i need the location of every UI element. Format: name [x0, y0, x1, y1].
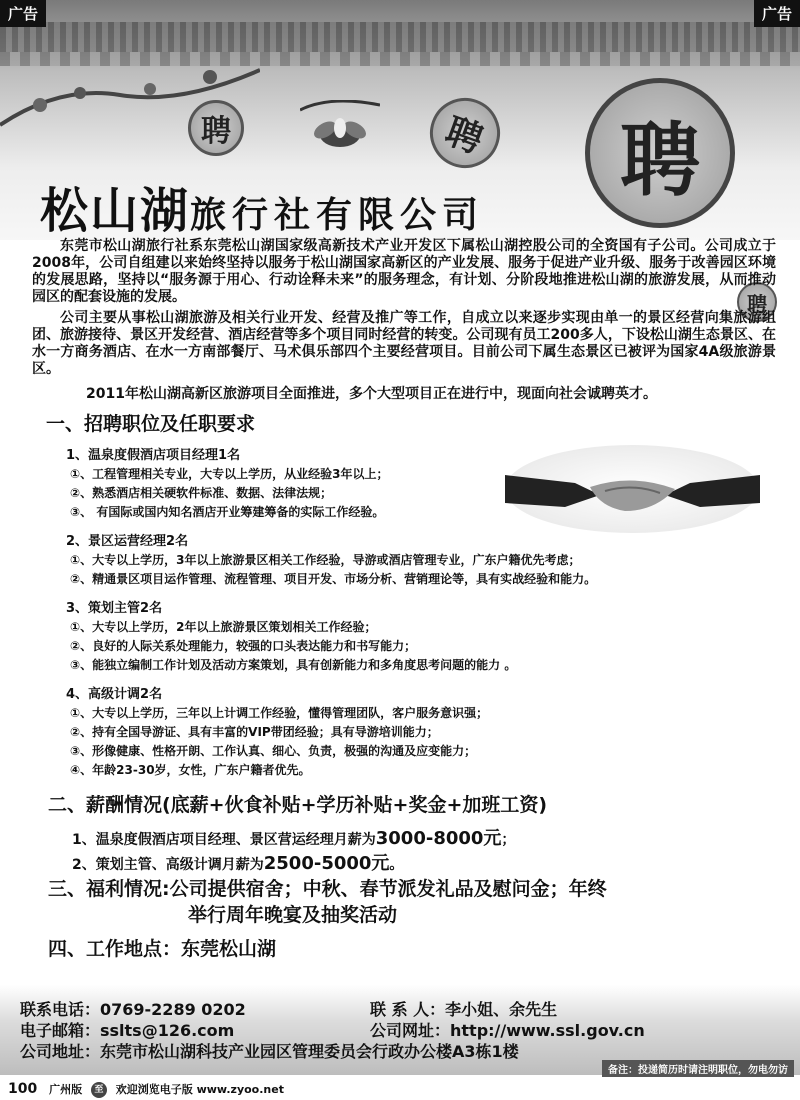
job-requirement: ①、大专以上学历，三年以上计调工作经验，懂得管理团队，客户服务意识强； — [70, 706, 489, 720]
benefits-line-2: 举行周年晚宴及抽奖活动 — [188, 904, 398, 926]
contact-person: 联 系 人：李小姐、余先生 — [370, 1000, 558, 1019]
job-requirement: ③、能独立编制工作计划及活动方案策划，具有创新能力和多角度思考问题的能力 。 — [70, 658, 517, 672]
job-requirement: ②、持有全国导游证、具有丰富的VIP带团经验；具有导游培训能力； — [70, 725, 439, 739]
intro-paragraph-2: 公司主要从事松山湖旅游及相关行业开发、经营及推广等工作，自成立以来逐步实现由单一的景区经营向集旅游组团、旅游接待、景区开发经营、酒店经营等多个项目同时经营的转变。公司现有员工200多人，下设松山湖生态景区、在水一方商务酒店、在水一方南部餐厅、马术俱乐部四个主要经营项目。目前公司下属生态景区已被评为国家4A级旅游景区。 — [32, 310, 776, 377]
work-location: 四、工作地点：东莞松山湖 — [48, 938, 277, 960]
job-title: 2、景区运营经理2名 — [66, 534, 189, 549]
job-block — [66, 683, 776, 780]
page-bottom-bar — [0, 1078, 800, 1100]
recruit-seal-large: 聘 — [585, 78, 735, 228]
job-requirement: ④、年龄23-30岁，女性，广东户籍者优先。 — [70, 763, 311, 777]
benefits-line-1: 三、福利情况:公司提供宿舍；中秋、春节派发礼品及慰问金；年终 — [48, 878, 607, 900]
ad-label-left: 广告 — [0, 0, 46, 27]
salary-section — [48, 784, 778, 877]
header-banner — [0, 0, 800, 240]
recruit-seal-tiny: 聘 — [737, 282, 777, 322]
job-block — [66, 530, 776, 589]
recruit-seal-medium: 聘 — [420, 88, 510, 178]
decorative-pattern — [0, 22, 800, 52]
section-title-salary: 二、薪酬情况(底薪+伙食补贴+学历补贴+奖金+加班工资) — [48, 794, 548, 816]
contact-address: 公司地址：东莞市松山湖科技产业园区管理委员会行政办公楼A3栋1楼 — [20, 1042, 519, 1061]
salary-range-1: 3000-8000元 — [375, 828, 502, 849]
magnolia-flower-icon — [300, 100, 380, 160]
slogan-text: 欢迎浏览电子版 www.zyoo.net — [115, 1083, 284, 1096]
contact-email: 电子邮箱：sslts@126.com — [20, 1021, 235, 1040]
salary-line-2: 2、策划主管、高级计调月薪为2500-5000元。 — [72, 853, 404, 874]
job-requirement: ①、工程管理相关专业，大专以上学历，从业经验3年以上； — [70, 467, 389, 481]
company-name-sub: 旅行社有限公司 — [190, 194, 485, 236]
ad-label-right: 广告 — [754, 0, 800, 27]
edition-label: 广州版 — [49, 1083, 83, 1096]
salary-range-2: 2500-5000元 — [263, 853, 390, 874]
page-number: 100 — [8, 1081, 38, 1097]
handshake-icon — [505, 445, 760, 533]
contact-phone: 联系电话：0769-2289 0202 — [20, 1000, 246, 1019]
benefits-section — [48, 876, 607, 928]
recruit-seal-small: 聘 — [188, 100, 244, 156]
job-requirement: ③、 有国际或国内知名酒店开业筹建筹备的实际工作经验。 — [70, 505, 385, 519]
intro-paragraph-1: 东莞市松山湖旅行社系东莞松山湖国家级高新技术产业开发区下属松山湖控股公司的全资国有子公司。公司成立于2008年，公司自组建以来始终坚持以服务于松山湖国家高新区的产业发展、服务于促进产业升级、服务于改善园区环境的发展思路，坚持以“服务源于用心、行动诠释未来”的服务理念，有计划、分阶段地推进松山湖的旅游发展，从而推动园区的配套设施的发展。 — [32, 238, 776, 305]
contact-website: 公司网址：http://www.ssl.gov.cn — [370, 1021, 645, 1040]
salary-line-1: 1、温泉度假酒店项目经理、景区营运经理月薪为3000-8000元； — [72, 828, 516, 849]
job-requirement: ②、精通景区项目运作管理、流程管理、项目开发、市场分析、营销理论等，具有实战经验和能力。 — [70, 572, 597, 586]
magazine-logo-icon: 至 — [91, 1082, 107, 1098]
job-requirement: ③、形像健康、性格开朗、工作认真、细心、负责，极强的沟通及应变能力； — [70, 744, 477, 758]
job-requirement: ①、大专以上学历，2年以上旅游景区策划相关工作经验； — [70, 620, 377, 634]
job-title: 3、策划主管2名 — [66, 601, 163, 616]
section-title-positions: 一、招聘职位及任职要求 — [46, 413, 256, 435]
job-title: 4、高级计调2名 — [66, 687, 163, 702]
job-block — [66, 597, 776, 675]
company-title — [40, 172, 484, 240]
company-name-main: 松山湖 — [40, 183, 191, 239]
job-requirement: ①、大专以上学历，3年以上旅游景区相关工作经验，导游或酒店管理专业，广东户籍优先考虑； — [70, 553, 581, 567]
intro-paragraph-3: 2011年松山湖高新区旅游项目全面推进，多个大型项目正在进行中，现面向社会诚聘英才。 — [86, 386, 657, 402]
job-requirement: ②、熟悉酒店相关硬软件标准、数据、法律法规； — [70, 486, 333, 500]
job-title: 1、温泉度假酒店项目经理1名 — [66, 448, 241, 463]
job-requirement: ②、良好的人际关系处理能力，较强的口头表达能力和书写能力； — [70, 639, 417, 653]
footer-note: 备注：投递简历时请注明职位，勿电勿访 — [602, 1060, 794, 1077]
